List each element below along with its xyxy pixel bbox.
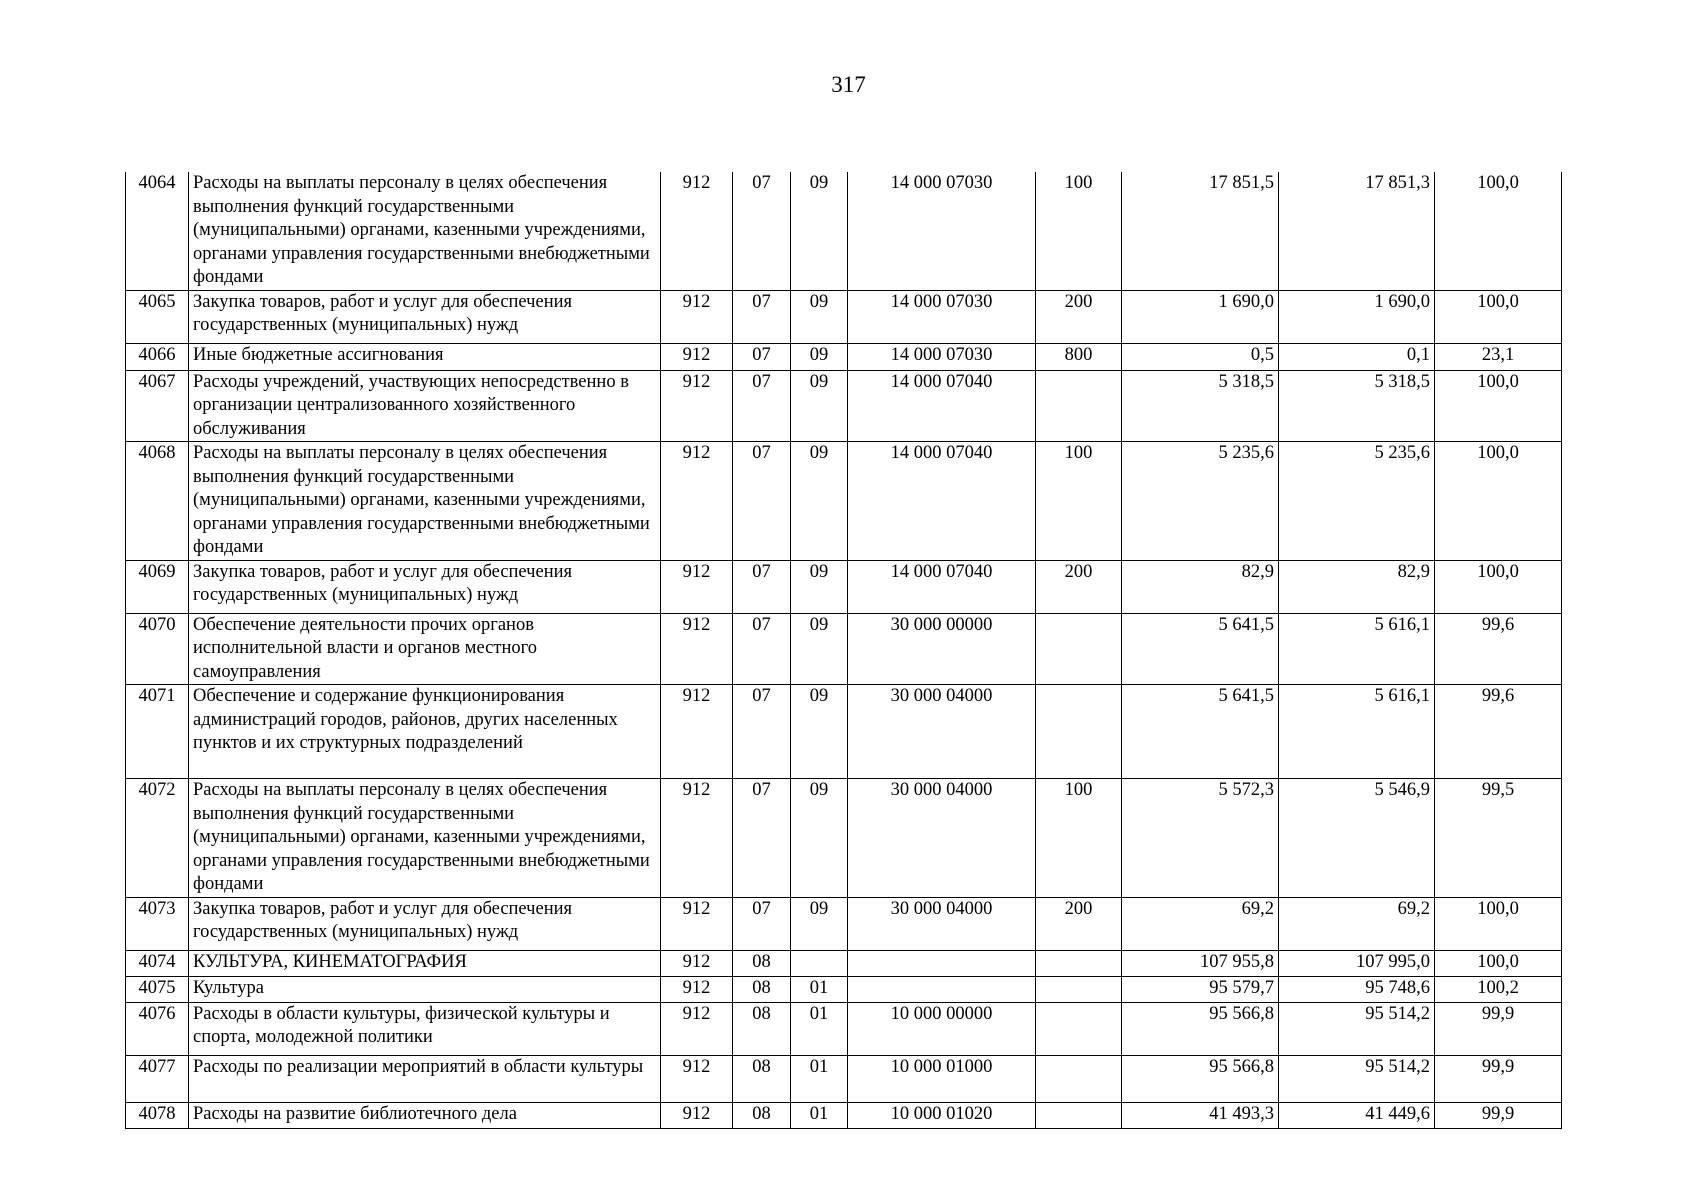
target-article-cell	[848, 950, 1036, 976]
target-article-cell: 10 000 01020	[848, 1102, 1036, 1128]
actual-amount-cell: 0,1	[1279, 343, 1435, 370]
planned-amount-cell: 5 235,6	[1122, 442, 1279, 561]
target-article-cell: 14 000 07030	[848, 343, 1036, 370]
expense-name-cell: Обеспечение и содержание функционирования администраций городов, районов, других населенных пунктов и их структурных подразделений	[189, 685, 661, 779]
subsection-code-cell: 01	[791, 1055, 848, 1102]
page-number: 317	[831, 72, 866, 97]
actual-amount-cell: 5 616,1	[1279, 685, 1435, 779]
target-article-cell: 30 000 00000	[848, 613, 1036, 685]
subsection-code-cell: 09	[791, 370, 848, 442]
target-article-cell: 10 000 01000	[848, 1055, 1036, 1102]
table-row	[126, 613, 1562, 685]
row-number-cell: 4065	[126, 290, 189, 343]
execution-percent-cell: 99,9	[1435, 1002, 1562, 1055]
department-code-cell: 912	[661, 1055, 733, 1102]
execution-percent-cell: 99,5	[1435, 779, 1562, 898]
expense-type-cell	[1036, 1002, 1122, 1055]
department-code-cell: 912	[661, 172, 733, 290]
expense-type-cell: 200	[1036, 560, 1122, 613]
table-row	[126, 442, 1562, 561]
section-code-cell: 07	[733, 685, 791, 779]
department-code-cell: 912	[661, 290, 733, 343]
subsection-code-cell: 09	[791, 343, 848, 370]
expense-name-cell: Закупка товаров, работ и услуг для обеспечения государственных (муниципальных) нужд	[189, 897, 661, 950]
subsection-code-cell: 09	[791, 172, 848, 290]
actual-amount-cell: 95 748,6	[1279, 976, 1435, 1002]
department-code-cell: 912	[661, 1102, 733, 1128]
planned-amount-cell: 5 641,5	[1122, 685, 1279, 779]
department-code-cell: 912	[661, 613, 733, 685]
subsection-code-cell: 09	[791, 897, 848, 950]
execution-percent-cell: 23,1	[1435, 343, 1562, 370]
target-article-cell: 30 000 04000	[848, 779, 1036, 898]
row-number-cell: 4076	[126, 1002, 189, 1055]
execution-percent-cell: 100,2	[1435, 976, 1562, 1002]
execution-percent-cell: 100,0	[1435, 442, 1562, 561]
expense-type-cell	[1036, 370, 1122, 442]
actual-amount-cell: 69,2	[1279, 897, 1435, 950]
expense-name-cell: Культура	[189, 976, 661, 1002]
row-number-cell: 4075	[126, 976, 189, 1002]
department-code-cell: 912	[661, 950, 733, 976]
subsection-code-cell	[791, 950, 848, 976]
execution-percent-cell: 100,0	[1435, 950, 1562, 976]
target-article-cell: 10 000 00000	[848, 1002, 1036, 1055]
row-number-cell: 4066	[126, 343, 189, 370]
row-number-cell: 4069	[126, 560, 189, 613]
subsection-code-cell: 09	[791, 290, 848, 343]
planned-amount-cell: 95 579,7	[1122, 976, 1279, 1002]
subsection-code-cell: 01	[791, 976, 848, 1002]
expense-name-cell: Расходы на выплаты персоналу в целях обеспечения выполнения функций государственными (муниципальными) органами, казенными учреждениями, органами управления государственными внебюджетными фондами	[189, 442, 661, 561]
section-code-cell: 08	[733, 1055, 791, 1102]
actual-amount-cell: 5 546,9	[1279, 779, 1435, 898]
table-row	[126, 370, 1562, 442]
actual-amount-cell: 5 318,5	[1279, 370, 1435, 442]
department-code-cell: 912	[661, 976, 733, 1002]
expense-type-cell: 200	[1036, 897, 1122, 950]
table-row	[126, 685, 1562, 779]
expense-type-cell: 100	[1036, 442, 1122, 561]
actual-amount-cell: 82,9	[1279, 560, 1435, 613]
expense-name-cell: Иные бюджетные ассигнования	[189, 343, 661, 370]
table-row	[126, 560, 1562, 613]
expense-name-cell: Расходы на выплаты персоналу в целях обеспечения выполнения функций государственными (муниципальными) органами, казенными учреждениями, органами управления государственными внебюджетными фондами	[189, 172, 661, 290]
expense-type-cell: 100	[1036, 172, 1122, 290]
subsection-code-cell: 01	[791, 1102, 848, 1128]
expense-name-cell: Обеспечение деятельности прочих органов исполнительной власти и органов местного самоуправления	[189, 613, 661, 685]
row-number-cell: 4068	[126, 442, 189, 561]
actual-amount-cell: 17 851,3	[1279, 172, 1435, 290]
row-number-cell: 4078	[126, 1102, 189, 1128]
budget-table	[125, 172, 1562, 1129]
section-code-cell: 07	[733, 613, 791, 685]
expense-name-cell: Расходы по реализации мероприятий в области культуры	[189, 1055, 661, 1102]
expense-type-cell: 800	[1036, 343, 1122, 370]
section-code-cell: 07	[733, 779, 791, 898]
department-code-cell: 912	[661, 343, 733, 370]
subsection-code-cell: 09	[791, 442, 848, 561]
subsection-code-cell: 09	[791, 560, 848, 613]
table-row	[126, 343, 1562, 370]
expense-type-cell	[1036, 976, 1122, 1002]
expense-type-cell	[1036, 950, 1122, 976]
planned-amount-cell: 17 851,5	[1122, 172, 1279, 290]
actual-amount-cell: 95 514,2	[1279, 1002, 1435, 1055]
row-number-cell: 4070	[126, 613, 189, 685]
section-code-cell: 07	[733, 370, 791, 442]
expense-type-cell: 100	[1036, 779, 1122, 898]
actual-amount-cell: 5 616,1	[1279, 613, 1435, 685]
execution-percent-cell: 99,6	[1435, 613, 1562, 685]
target-article-cell: 30 000 04000	[848, 685, 1036, 779]
subsection-code-cell: 01	[791, 1002, 848, 1055]
department-code-cell: 912	[661, 897, 733, 950]
target-article-cell: 14 000 07040	[848, 370, 1036, 442]
expense-type-cell	[1036, 1102, 1122, 1128]
execution-percent-cell: 100,0	[1435, 290, 1562, 343]
budget-table-body	[126, 172, 1562, 1128]
section-code-cell: 07	[733, 172, 791, 290]
subsection-code-cell: 09	[791, 685, 848, 779]
target-article-cell: 14 000 07040	[848, 442, 1036, 561]
table-row	[126, 897, 1562, 950]
planned-amount-cell: 69,2	[1122, 897, 1279, 950]
section-code-cell: 08	[733, 1102, 791, 1128]
planned-amount-cell: 5 572,3	[1122, 779, 1279, 898]
section-code-cell: 07	[733, 290, 791, 343]
row-number-cell: 4072	[126, 779, 189, 898]
department-code-cell: 912	[661, 1002, 733, 1055]
row-number-cell: 4071	[126, 685, 189, 779]
execution-percent-cell: 99,6	[1435, 685, 1562, 779]
department-code-cell: 912	[661, 560, 733, 613]
target-article-cell: 30 000 04000	[848, 897, 1036, 950]
table-row	[126, 976, 1562, 1002]
expense-name-cell: Расходы на выплаты персоналу в целях обеспечения выполнения функций государственными (муниципальными) органами, казенными учреждениями, органами управления государственными внебюджетными фондами	[189, 779, 661, 898]
actual-amount-cell: 41 449,6	[1279, 1102, 1435, 1128]
planned-amount-cell: 82,9	[1122, 560, 1279, 613]
execution-percent-cell: 100,0	[1435, 370, 1562, 442]
section-code-cell: 07	[733, 343, 791, 370]
section-code-cell: 07	[733, 560, 791, 613]
section-code-cell: 07	[733, 442, 791, 561]
row-number-cell: 4073	[126, 897, 189, 950]
actual-amount-cell: 107 995,0	[1279, 950, 1435, 976]
planned-amount-cell: 5 641,5	[1122, 613, 1279, 685]
actual-amount-cell: 95 514,2	[1279, 1055, 1435, 1102]
expense-name-cell: Закупка товаров, работ и услуг для обеспечения государственных (муниципальных) нужд	[189, 560, 661, 613]
execution-percent-cell: 99,9	[1435, 1055, 1562, 1102]
department-code-cell: 912	[661, 779, 733, 898]
expense-type-cell	[1036, 1055, 1122, 1102]
target-article-cell: 14 000 07040	[848, 560, 1036, 613]
subsection-code-cell: 09	[791, 613, 848, 685]
row-number-cell: 4067	[126, 370, 189, 442]
planned-amount-cell: 95 566,8	[1122, 1055, 1279, 1102]
expense-name-cell: Расходы на развитие библиотечного дела	[189, 1102, 661, 1128]
department-code-cell: 912	[661, 442, 733, 561]
planned-amount-cell: 1 690,0	[1122, 290, 1279, 343]
row-number-cell: 4077	[126, 1055, 189, 1102]
department-code-cell: 912	[661, 370, 733, 442]
execution-percent-cell: 100,0	[1435, 172, 1562, 290]
section-code-cell: 07	[733, 897, 791, 950]
expense-type-cell: 200	[1036, 290, 1122, 343]
row-number-cell: 4064	[126, 172, 189, 290]
planned-amount-cell: 41 493,3	[1122, 1102, 1279, 1128]
planned-amount-cell: 5 318,5	[1122, 370, 1279, 442]
table-row	[126, 950, 1562, 976]
expense-name-cell: КУЛЬТУРА, КИНЕМАТОГРАФИЯ	[189, 950, 661, 976]
expense-name-cell: Расходы учреждений, участвующих непосредственно в организации централизованного хозяйственного обслуживания	[189, 370, 661, 442]
table-row	[126, 1102, 1562, 1128]
department-code-cell: 912	[661, 685, 733, 779]
execution-percent-cell: 100,0	[1435, 897, 1562, 950]
planned-amount-cell: 0,5	[1122, 343, 1279, 370]
planned-amount-cell: 107 955,8	[1122, 950, 1279, 976]
expense-name-cell: Закупка товаров, работ и услуг для обеспечения государственных (муниципальных) нужд	[189, 290, 661, 343]
section-code-cell: 08	[733, 976, 791, 1002]
expense-type-cell	[1036, 685, 1122, 779]
execution-percent-cell: 99,9	[1435, 1102, 1562, 1128]
actual-amount-cell: 5 235,6	[1279, 442, 1435, 561]
actual-amount-cell: 1 690,0	[1279, 290, 1435, 343]
table-row	[126, 172, 1562, 290]
expense-type-cell	[1036, 613, 1122, 685]
row-number-cell: 4074	[126, 950, 189, 976]
execution-percent-cell: 100,0	[1435, 560, 1562, 613]
section-code-cell: 08	[733, 950, 791, 976]
subsection-code-cell: 09	[791, 779, 848, 898]
table-row	[126, 1002, 1562, 1055]
target-article-cell: 14 000 07030	[848, 290, 1036, 343]
table-row	[126, 290, 1562, 343]
expense-name-cell: Расходы в области культуры, физической культуры и спорта, молодежной политики	[189, 1002, 661, 1055]
section-code-cell: 08	[733, 1002, 791, 1055]
planned-amount-cell: 95 566,8	[1122, 1002, 1279, 1055]
table-row	[126, 1055, 1562, 1102]
target-article-cell	[848, 976, 1036, 1002]
table-row	[126, 779, 1562, 898]
target-article-cell: 14 000 07030	[848, 172, 1036, 290]
